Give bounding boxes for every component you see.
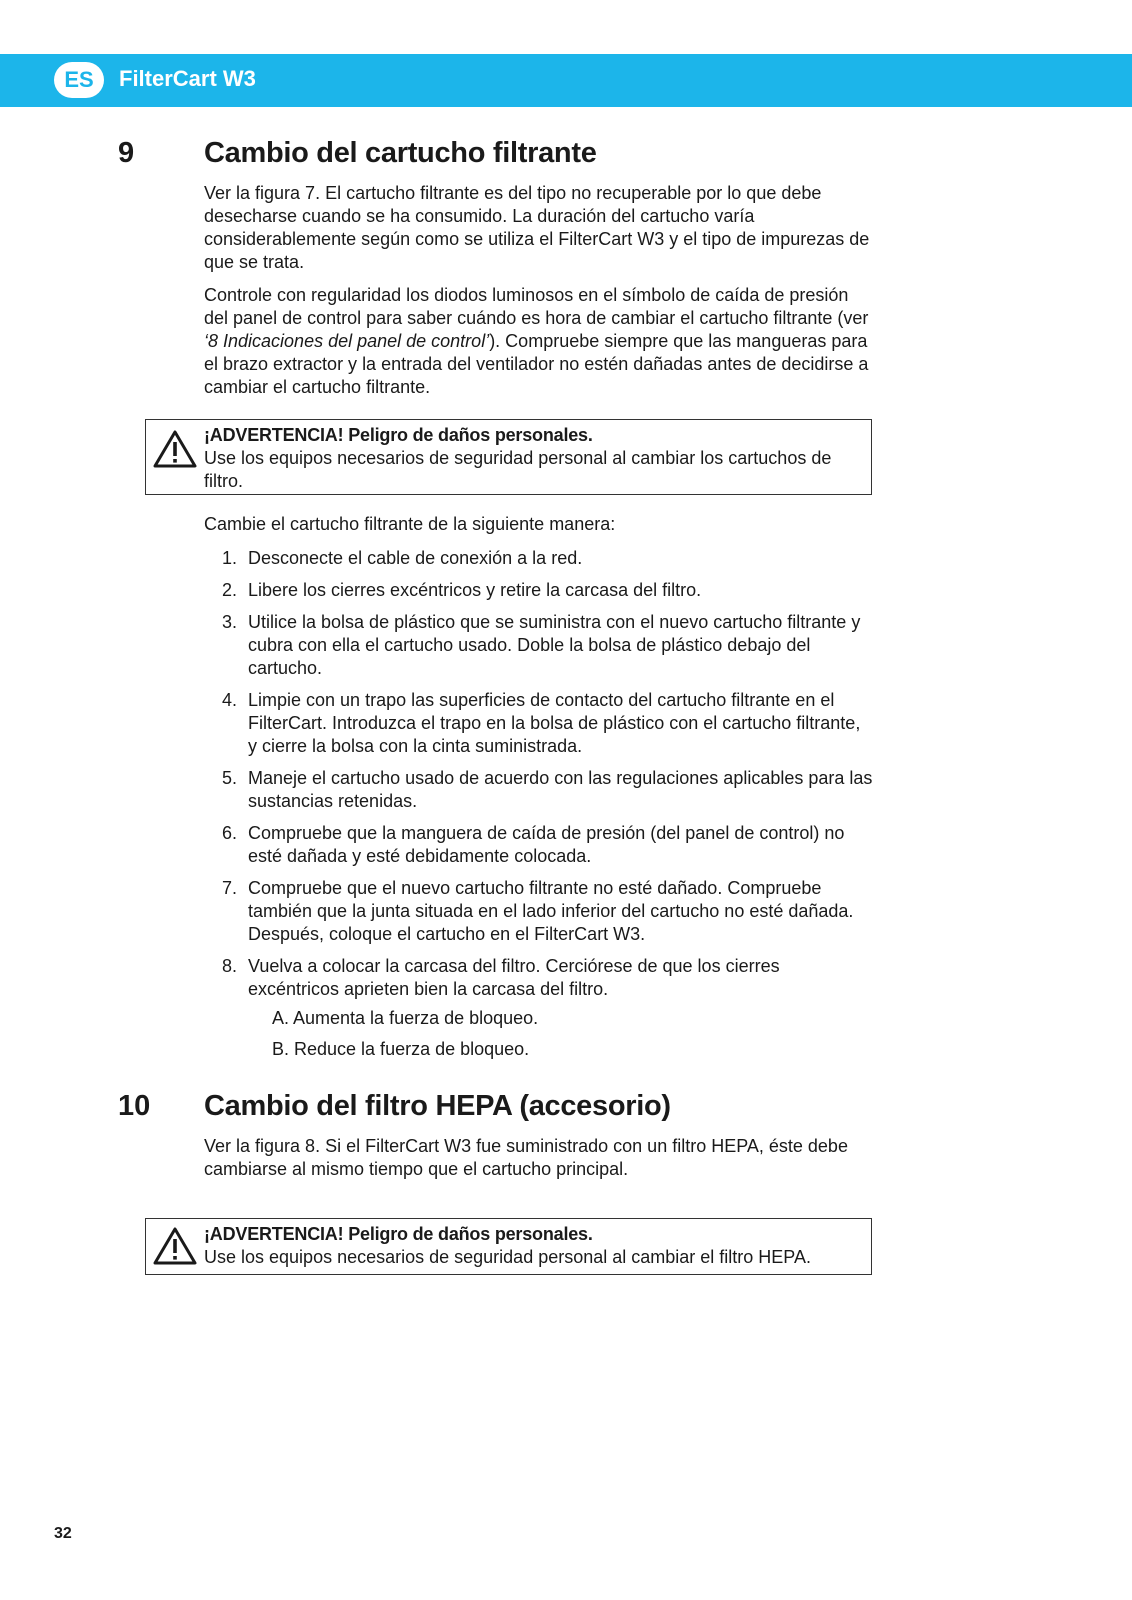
steps-list xyxy=(204,547,874,1001)
section-9-paragraph-1: Ver la figura 7. El cartucho filtrante es del tipo no recuperable por lo que debe desecharse cuando se ha consumido. La duración del cartucho varía considerablemente según como se utiliza el FilterCart W3 y el tipo de impurezas de que se trata. xyxy=(204,183,870,272)
step-item xyxy=(204,767,874,813)
section-10-number: 10 xyxy=(118,1090,151,1122)
warning-content xyxy=(204,1223,863,1269)
step-number: 5. xyxy=(222,768,238,788)
warning-box-section-10 xyxy=(145,1218,872,1275)
step-text: Maneje el cartucho usado de acuerdo con las regulaciones aplicables para las sustancias retenidas. xyxy=(248,768,873,811)
substep-item: B. Reduce la fuerza de bloqueo. xyxy=(272,1039,530,1059)
language-badge: ES xyxy=(54,62,104,98)
warning-title: ¡ADVERTENCIA! Peligro de daños personales. xyxy=(204,425,593,445)
step-number: 7. xyxy=(222,878,238,898)
warning-box-section-9 xyxy=(145,419,872,495)
step-text: Utilice la bolsa de plástico que se suministra con el nuevo cartucho filtrante y cubra con ella el cartucho usado. Doble la bolsa de plástico debajo del cartucho. xyxy=(248,612,861,678)
step-number: 3. xyxy=(222,612,238,632)
step-item xyxy=(204,822,874,868)
step-number: 8. xyxy=(222,956,238,976)
step-item xyxy=(204,689,874,758)
step-item xyxy=(204,611,874,680)
cross-reference: ‘8 Indicaciones del panel de control’ xyxy=(204,331,490,351)
substep-item: A. Aumenta la fuerza de bloqueo. xyxy=(272,1008,539,1028)
paragraph-2-text-a: Controle con regularidad los diodos luminosos en el símbolo de caída de presión del panel de control para saber cuándo es hora de cambiar el cartucho filtrante (ver xyxy=(204,285,869,328)
warning-text: Use los equipos necesarios de seguridad personal al cambiar el filtro HEPA. xyxy=(204,1247,811,1267)
step-number: 4. xyxy=(222,690,238,710)
step-text: Desconecte el cable de conexión a la red. xyxy=(248,548,583,568)
warning-triangle-icon xyxy=(152,429,198,469)
section-9-paragraph-2 xyxy=(204,284,874,399)
warning-content xyxy=(204,424,863,493)
section-10-title: Cambio del filtro HEPA (accesorio) xyxy=(204,1090,671,1122)
warning-triangle-icon xyxy=(152,1226,198,1266)
step-item xyxy=(204,955,874,1001)
step-text: Vuelva a colocar la carcasa del filtro. Cerciórese de que los cierres excéntricos aprieten bien la carcasa del filtro. xyxy=(248,956,780,999)
section-9-number: 9 xyxy=(118,137,135,169)
warning-text: Use los equipos necesarios de seguridad personal al cambiar los cartuchos de filtro. xyxy=(204,448,832,491)
paragraph-2-text-b: ). Compruebe siempre que las mangueras para el brazo extractor y la entrada del ventilador no estén dañadas antes de decidirse a cambiar el cartucho filtrante. xyxy=(204,331,869,397)
step-number: 2. xyxy=(222,580,238,600)
step-number: 1. xyxy=(222,548,238,568)
section-10-paragraph-1: Ver la figura 8. Si el FilterCart W3 fue suministrado con un filtro HEPA, éste debe cambiarse al mismo tiempo que el cartucho principal. xyxy=(204,1136,848,1179)
step-item xyxy=(204,579,874,602)
header-bar xyxy=(0,54,1132,107)
step-text: Limpie con un trapo las superficies de contacto del cartucho filtrante en el FilterCart. Introduzca el trapo en la bolsa de plástico con el cartucho filtrante, y cierre la bolsa con la cinta suministrada. xyxy=(248,690,861,756)
section-9-title: Cambio del cartucho filtrante xyxy=(204,137,597,169)
step-text: Libere los cierres excéntricos y retire la carcasa del filtro. xyxy=(248,580,702,600)
step-text: Compruebe que la manguera de caída de presión (del panel de control) no esté dañada y esté debidamente colocada. xyxy=(248,823,845,866)
step-number: 6. xyxy=(222,823,238,843)
document-title: FilterCart W3 xyxy=(119,66,256,91)
step-item xyxy=(204,547,874,570)
steps-intro: Cambie el cartucho filtrante de la siguiente manera: xyxy=(204,514,616,534)
step-text: Compruebe que el nuevo cartucho filtrante no esté dañado. Compruebe también que la junta situada en el lado inferior del cartucho no esté dañada. Después, coloque el cartucho en el FilterCart W3. xyxy=(248,878,854,944)
warning-title: ¡ADVERTENCIA! Peligro de daños personales. xyxy=(204,1224,593,1244)
page-number: 32 xyxy=(54,1525,72,1542)
step-item xyxy=(204,877,874,946)
